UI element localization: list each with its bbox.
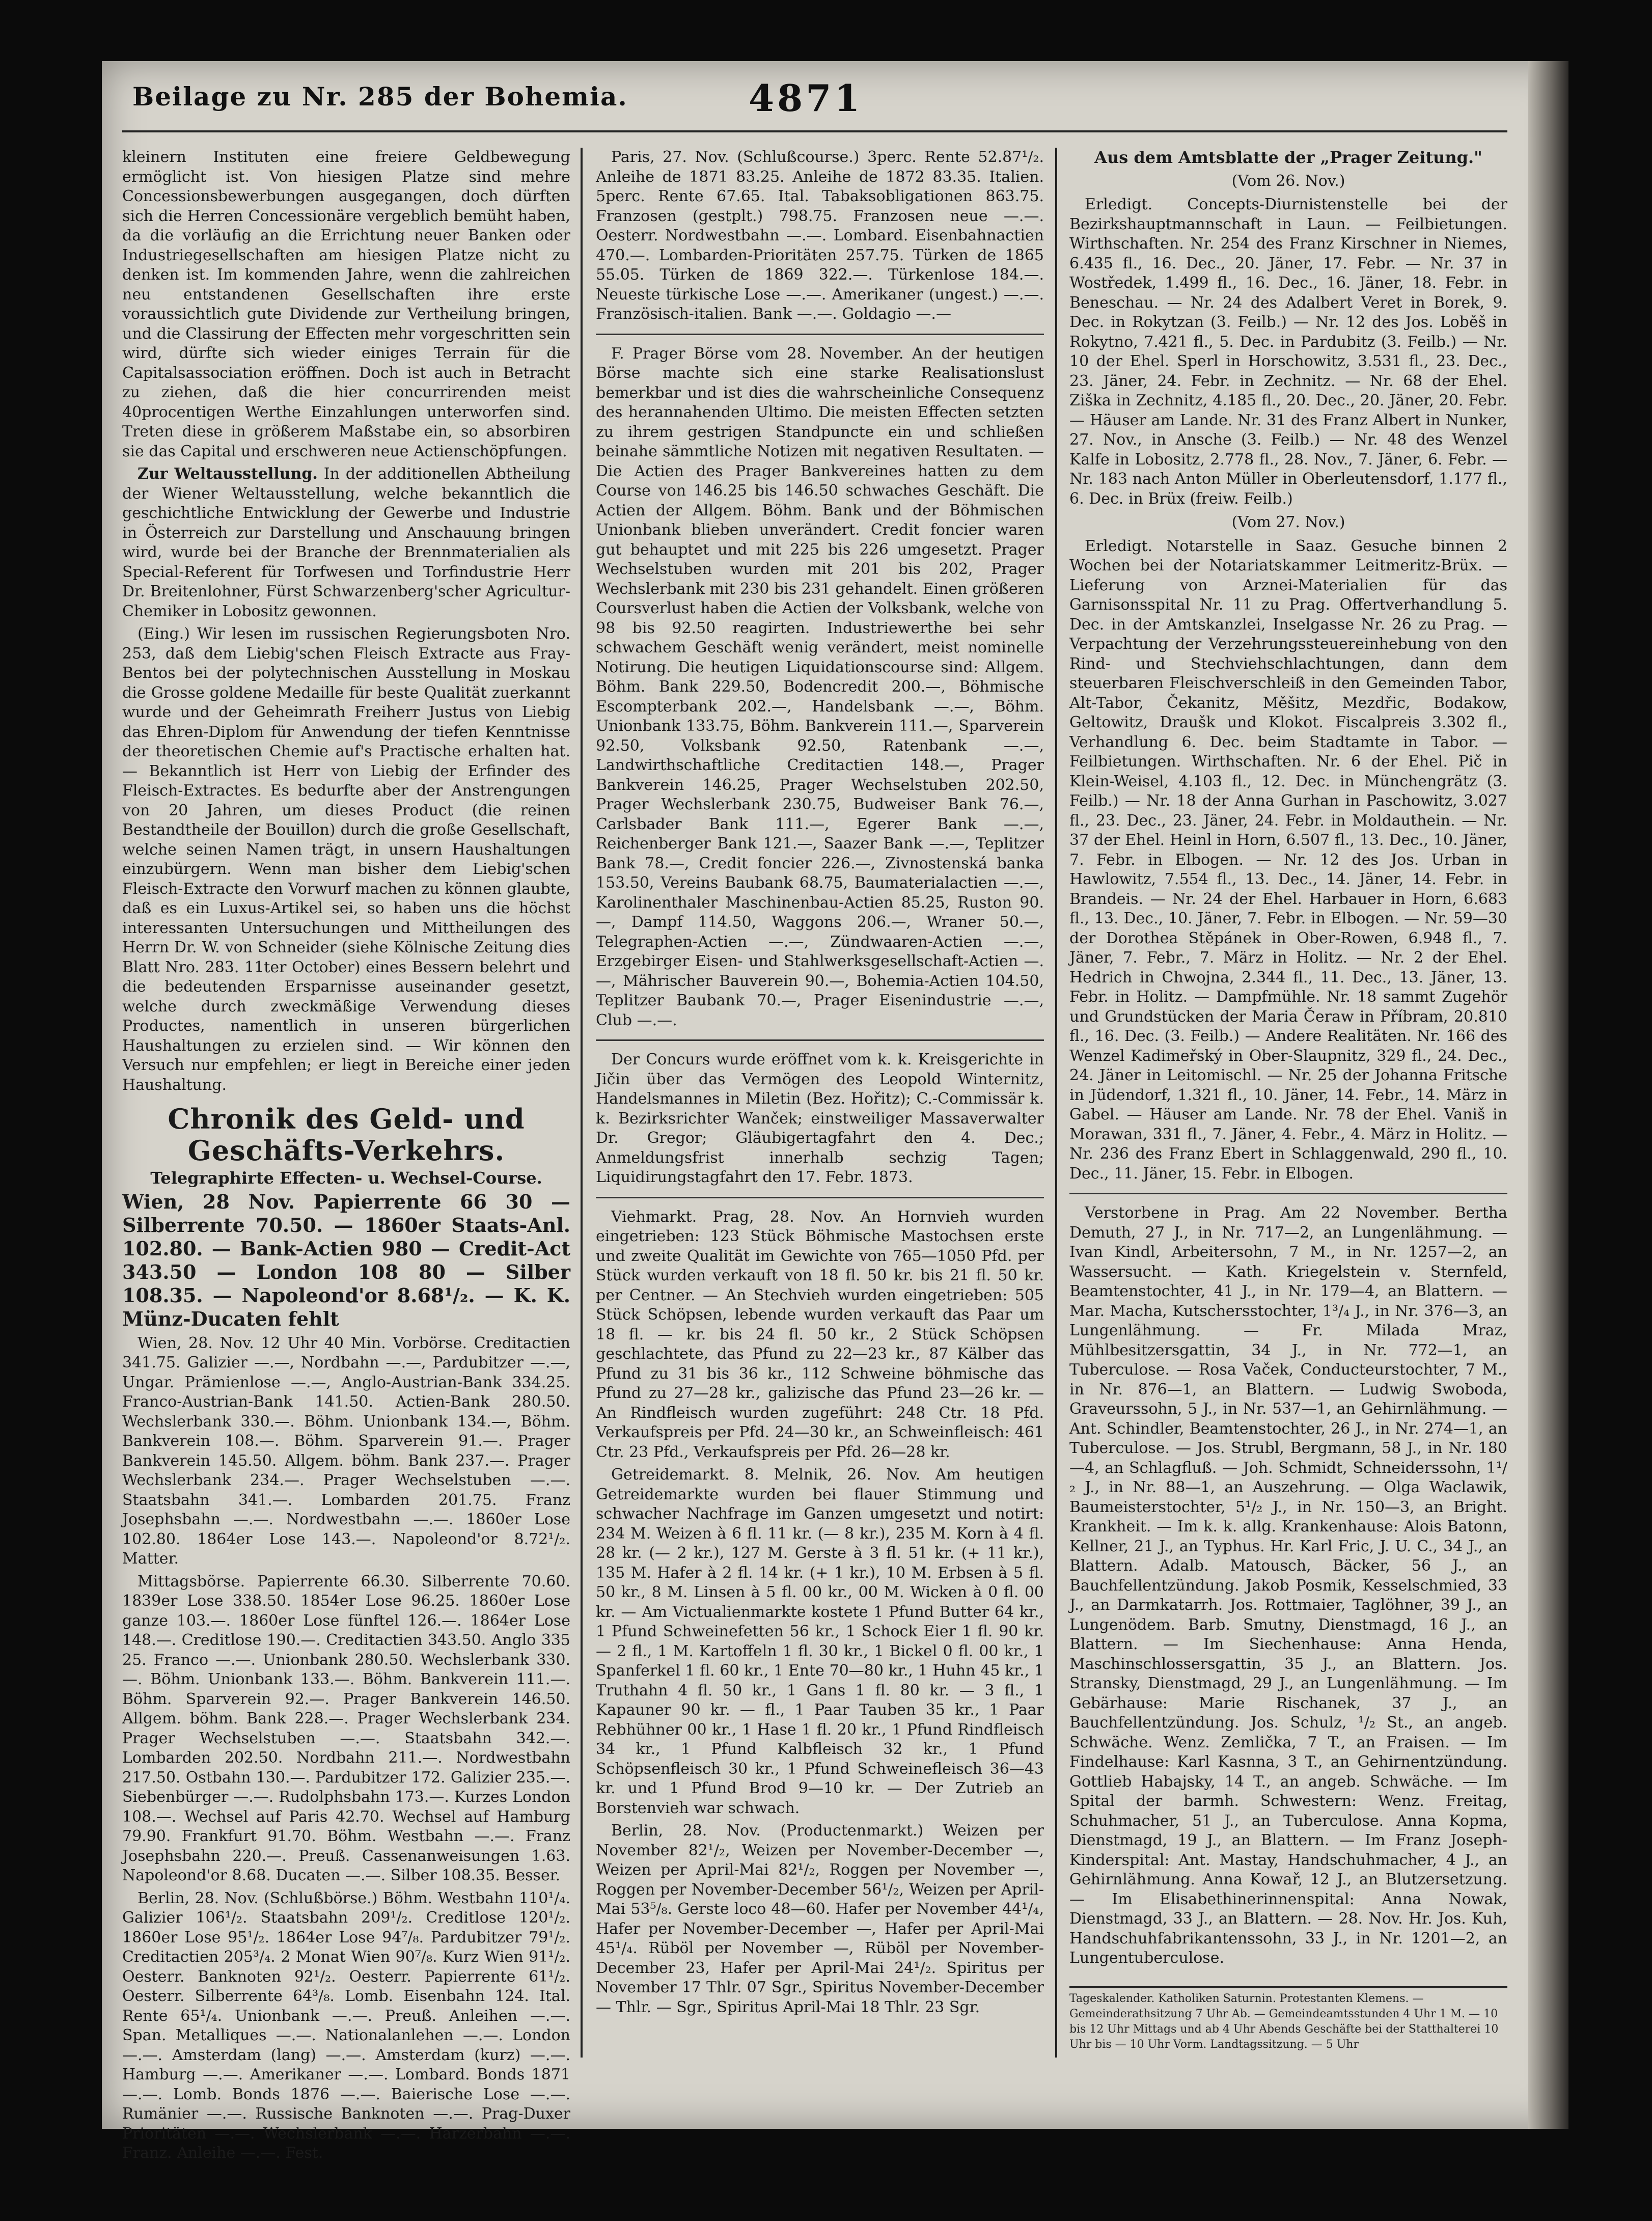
article-paragraph: Berlin, 28. Nov. (Schlußbörse.) Böhm. Westbahn 110¹/₄. Galizier 106¹/₂. Staatsbahn 209¹/₂. Creditlose 120¹/₂. 1860er Lose 95¹/₂. 1864er Lose 94⁷/₈. Pardubitzer 79¹/₂. Creditactien 205³/₄. 2 Monat Wien 90⁷/₈. Kurz Wien 91¹/₂. Oesterr. Banknoten 92¹/₂. Oesterr. Papierrente 61¹/₂. Oesterr. Silberrente 64³/₈. Lomb. Eisenbahn 124. Ital. Rente 65¹/₄. Unionbank —.—. Preuß. Anleihen —.—. Span. Metalliques —.—. Nationalanlehen —.—. London —.—. Amsterdam (lang) —.—. Amsterdam (kurz) —.—. Hamburg —.—. Amerikaner —.—. Lombard. Bonds 1871 —.—. Lomb. Bonds 1876 —.—. Baierische Lose —.—. Rumänier —.—. Russische Banknoten —.—. Prag-Duxer Prioritäten —.—. Wechslerbank —.—. Harzerbahn —.—. Franz. Anleihe —.—. Fest. [122, 1889, 570, 2162]
article-paragraph: Erledigt. Notarstelle in Saaz. Gesuche binnen 2 Wochen bei der Notariatskammer Leitmeritz-Brüx. — Lieferung von Arznei-Materialien für das Garnisonsspital Nr. 11 zu Prag. Offertverhandlung 5. Dec. in der Amtskanzlei, Inselgasse Nr. 26 zu Prag. — Verpachtung der Verzehrungssteuereinhebung von den Rind- und Stechviehschlachtungen, dann dem steuerbaren Fleischverschleiß in den Gemeinden Tabor, Alt-Tabor, Čekanitz, Měšitz, Mezdřic, Bodakow, Geltowitz, Draušk und Klokot. Fiscalpreis 3.302 fl., Verhandlung 6. Dec. beim Stadtamte in Tabor. — Feilbietungen. Wirthschaften. Nr. 6 der Ehel. Pič in Klein-Weisel, 4.103 fl., 12. Dec. in Münchengrätz (3. Feilb.) — Nr. 18 der Anna Gurhan in Paschowitz, 3.027 fl., 23. Dec., 23. Jäner, 24. Febr. in Moldauthein. — Nr. 37 der Ehel. Heinl in Horn, 6.507 fl., 13. Dec., 10. Jäner, 7. Febr. in Elbogen. — Nr. 12 des Jos. Urban in Hawlowitz, 7.554 fl., 13. Dec., 14. Jäner, 14. Febr. in Brandeis. — Nr. 24 der Ehel. Harbauer in Horn, 6.683 fl., 13. Dec., 10. Jäner, 7. Febr. in Elbogen. — Nr. 59—30 der Dorothea Stěpánek in Ober-Rowen, 6.948 fl., 7. Jäner, 7. Febr., 7. März in Holitz. — Nr. 2 der Ehel. Hedrich in Chwojna, 2.344 fl., 11. Dec., 13. Jäner, 13. Febr. in Holitz. — Dampfmühle. Nr. 18 sammt Zugehör und Grundstücken der Maria Čeraw in Příbram, 20.810 fl., 16. Dec. (3. Feilb.) — Andere Realitäten. Nr. 166 des Wenzel Kadimeřský in Ober-Slaupnitz, 329 fl., 24. Dec., 24. Jäner in Leitomischl. — Nr. 25 der Johanna Fritsche in Jüdendorf, 1.321 fl., 10. Jäner, 14. Febr., 14. März in Gabel. — Häuser am Lande. Nr. 78 der Ehel. Vaniš in Morawan, 331 fl., 7. Jäner, 4. Febr., 4. März in Holitz. — Nr. 236 des Franz Ebert in Schlaggenwald, 290 fl., 10. Dec., 11. Jäner, 15. Febr. in Elbogen. [1069, 537, 1507, 1183]
article-paragraph: Getreidemarkt. 8. Melnik, 26. Nov. Am heutigen Getreidemarkte wurden bei flauer Stimmung und schwacher Nachfrage im Ganzen umgesetzt und notirt: 234 M. Weizen à 6 fl. 11 kr. (— 8 kr.), 235 M. Korn à 4 fl. 28 kr. (— 2 kr.), 127 M. Gerste à 3 fl. 51 kr. (+ 11 kr.), 135 M. Hafer à 2 fl. 14 kr. (+ 1 kr.), 10 M. Erbsen à 5 fl. 50 kr., 8 M. Linsen à 5 fl. 00 kr., 00 M. Wicken à 0 fl. 00 kr. — Am Victualienmarkte kostete 1 Pfund Butter 64 kr., 1 Pfund Schweinefetten 56 kr., 1 Schock Eier 1 fl. 90 kr. — 2 fl., 1 M. Kartoffeln 1 fl. 30 kr., 1 Bickel 0 fl. 00 kr., 1 Spanferkel 1 fl. 60 kr., 1 Ente 70—80 kr., 1 Huhn 45 kr., 1 Truthahn 4 fl. 50 kr., 1 Gans 1 fl. 80 kr. — 3 fl., 1 Kapauner 90 kr. — fl., 1 Paar Tauben 35 kr., 1 Paar Rebhühner 00 kr., 1 Hase 1 fl. 20 kr., 1 Pfund Rindfleisch 34 kr., 1 Pfund Kalbfleisch 32 kr., 1 Pfund Schöpsenfleisch 30 kr., 1 Pfund Schweinefleisch 36—43 kr. und 1 Pfund Brod 9—10 kr. — Der Zutrieb an Borstenvieh war schwach. [596, 1466, 1044, 1817]
section-rule [596, 1197, 1044, 1198]
section-rule [596, 334, 1044, 335]
article-text: In der additionellen Abtheilung der Wiener Weltausstellung, welche bekanntlich die geschichtliche Entwicklung der Gewerbe und Industrie in Österreich zur Darstellung und Anschauung bringen wird, wurde bei der Branche der Brennmaterialien als Special-Referent für Torfwesen und Torfindustrie Herr Dr. Breitenlohner, Fürst Schwarzenberg'scher Agricultur-Chemiker in Lobositz gewonnen. [122, 465, 570, 620]
amtsblatt-title: Aus dem Amtsblatte der „Prager Zeitung." [1094, 148, 1482, 167]
article-paragraph: Verstorbene in Prag. Am 22 November. Bertha Demuth, 27 J., in Nr. 717—2, an Lungenlähmung. — Ivan Kindl, Arbeitersohn, 7 M., in Nr. 1257—2, an Wassersucht. — Kath. Kriegelstein v. Sternfeld, Beamtenstochter, 41 J., in Nr. 179—4, an Blattern. — Mar. Macha, Kutschersstochter, 1³/₄ J., in Nr. 376—3, an Lungenlähmung. — Fr. Milada Mraz, Mühlbesitzersgattin, 34 J., in Nr. 772—1, an Tuberculose. — Rosa Vaček, Conducteurstochter, 7 M., in Nr. 876—1, an Blattern. — Ludwig Swoboda, Graveurssohn, 5 J., in Nr. 537—1, an Gehirnlähmung. — Ant. Schindler, Beamtenstochter, 26 J., in Nr. 274—1, an Tuberculose. — Jos. Strubl, Bergmann, 58 J., in Nr. 180—4, an Schlagfluß. — Joh. Schmidt, Schneiderssohn, 1¹/₂ J., in Nr. 88—1, an Auszehrung. — Olga Waclawik, Baumeisterstochter, 5¹/₂ J., in Nr. 150—3, an Bright. Krankheit. — Im k. k. allg. Krankenhause: Alois Batonn, Kellner, 21 J., an Typhus. Hr. Karl Fric, J. U. C., 34 J., an Blattern. Adalb. Matousch, Bäcker, 56 J., an Bauchfellentzündung. Jakob Posmik, Kesselschmied, 33 J., an Darmkatarrh. Jos. Rottmaier, Taglöhner, 39 J., an Lungenödem. Barb. Smutny, Dienstmagd, 16 J., an Blattern. — Im Siechenhause: Anna Henda, Maschinschlossersgattin, 35 J., an Blattern. Jos. Stransky, Dienstmagd, 29 J., an Lungenlähmung. — Im Gebärhause: Marie Rischanek, 37 J., an Bauchfellentzündung. Jos. Schulz, ¹/₂ St., an angeb. Schwäche. Wenz. Zemlička, 7 T., an Fraisen. — Im Findelhause: Karl Kasnna, 3 T., an Gehirnentzündung. Gottlieb Habajsky, 14 T., an angeb. Schwäche. — Im Spital der barmh. Schwestern: Wenz. Freitag, Schuhmacher, 51 J., an Tuberculose. Anna Kopma, Dienstmagd, 19 J., an Blattern. — Im Franz Joseph-Kinderspital: Ant. Mastay, Handschuhmacher, 4 J., an Gehirnlähmung. Anna Kowař, 12 J., an Blutzersetzung. — Im Elisabethinerinnenspital: Anna Nowak, Dienstmagd, 33 J., an Blattern. — 28. Nov. Hr. Jos. Kuh, Handschuhfabrikantenssohn, 33 J., in Nr. 1201—2, an Lungentuberculose. [1069, 1204, 1507, 1967]
header-rule [122, 130, 1507, 132]
article-paragraph: Viehmarkt. Prag, 28. Nov. An Hornvieh wurden eingetrieben: 123 Stück Böhmische Mastochsen erste und zweite Qualität im Gewichte von 765—1050 Pfd. per Stück wurden verkauft von 18 fl. 50 kr. bis 21 fl. 50 kr. per Centner. — An Stechvieh wurden eingetrieben: 505 Stück Schöpsen, lebende wurden verkauft das Paar um 18 fl. — kr. bis 24 fl. 50 kr., 2 Stück Schöpsen geschlachtete, das Pfund zu 22—23 kr., 87 Kälber das Pfund zu 31 bis 36 kr., 112 Schweine böhmische das Pfund zu 27—28 kr., galizische das Pfund 23—26 kr. — An Rindfleisch wurden zugeführt: 248 Ctr. 18 Pfd. Verkaufspreis per Pfd. 24—30 kr., an Schweinfleisch: 461 Ctr. 23 Pfd., Verkaufspreis per Pfd. 26—28 kr. [596, 1208, 1044, 1461]
article-paragraph: kleinern Instituten eine freiere Geldbewegung ermöglicht ist. Von hiesigen Platze sind mehre Concessionsbewerbungen ausgegangen, doch dürften sich die Herren Concessionäre vergeblich bemüht haben, da die vorläufig an die Errichtung neuer Banken oder Industriegesellschaften am hiesigen Platze nicht zu denken ist. Im kommenden Jahre, wenn die zahlreichen neu entstandenen Gesellschaften ihre erste voraussichtlich gute Dividende zur Vertheilung bringen, und die Classirung der Effecten mehr vorgeschritten sein wird, dürfte sich wieder einiges Terrain für die Capitalsassociation eröffnen. Doch ist auch in Betracht zu ziehen, daß die hier concurrirenden meist 40procentigen Werthe Einzahlungen unterworfen sind. Treten diese in größerem Maßstabe ein, so absorbiren sie das Capital und erschweren neue Actienschöpfungen. [122, 148, 570, 460]
section-date: (Vom 26. Nov.) [1231, 172, 1345, 190]
page-number: 4871 [749, 76, 863, 120]
article-paragraph: F. Prager Börse vom 28. November. An der heutigen Börse machte sich eine starke Realisationslust bemerkbar und ist dies die wahrscheinliche Consequenz des herannahenden Ultimo. Die meisten Effecten setzten zu ihrem gestrigen Standpuncte ein und schließen beinahe sämmtliche Notizen mit negativen Resultaten. — Die Actien des Prager Bankvereines hatten zu dem Course von 146.25 bis 146.50 schwaches Geschäft. Die Actien der Allgem. Böhm. Bank und der Böhmischen Unionbank blieben unverändert. Credit foncier waren gut behauptet und mit 225 bis 226 umgesetzt. Prager Wechselstuben wurden mit 201 bis 202, Prager Wechslerbank mit 230 bis 231 gehandelt. Einen größeren Coursverlust haben die Actien der Volksbank, welche von 98 bis 92.50 reagirten. Industriewerthe bei sehr schwachem Geschäft wenig verändert, meist nominelle Notirung. Die heutigen Liquidationscourse sind: Allgem. Böhm. Bank 229.50, Bodencredit 200.—, Böhmische Escompterbank 202.—, Handelsbank —.—, Böhm. Unionbank 133.75, Böhm. Bankverein 111.—, Sparverein 92.50, Volksbank 92.50, Ratenbank —.—, Landwirthschaftliche Creditactien 148.—, Prager Bankverein 146.25, Prager Wechselstuben 202.50, Prager Wechslerbank 230.75, Budweiser Bank 76.—, Carlsbader Bank 111.—, Egerer Bank —.—, Reichenberger Bank 121.—, Saazer Bank —.—, Teplitzer Bank 78.—, Credit foncier 226.—, Zivnostenská banka 153.50, Vereins Baubank 68.75, Baumaterialactien —.—, Karolinenthaler Maschinenbau-Actien 85.25, Ruston 90.—, Dampf 114.50, Waggons 206.—, Wraner 50.—, Telegraphen-Actien —.—, Zündwaaren-Actien —.—, Erzgebirger Eisen- und Stahlwerksgesellschaft-Actien —.—, Mährischer Bauverein 90.—, Bohemia-Actien 104.50, Teplitzer Baubank 70.—, Prager Eisenindustrie —.—, Club —.—. [596, 344, 1044, 1029]
article-paragraph: Wien, 28. Nov. 12 Uhr 40 Min. Vorbörse. Creditactien 341.75. Galizier —.—, Nordbahn —.—, Pardubitzer —.—, Ungar. Prämienlose —.—, Anglo-Austrian-Bank 334.25. Franco-Austrian-Bank 141.50. Actien-Bank 280.50. Wechslerbank 330.—. Böhm. Unionbank 134.—, Böhm. Bankverein 108.—. Böhm. Sparverein 91.—. Prager Bankverein 145.50. Allgem. böhm. Bank 237.—. Prager Wechslerbank 234.—. Prager Wechselstuben —.—. Staatsbahn 341.—. Lombarden 201.75. Franz Josephsbahn —.—. Nordwestbahn —.—. 1860er Lose 102.80. 1864er Lose 143.—. Napoleond'or 8.72¹/₂. Matter. [122, 1334, 570, 1568]
column-rule-2 [1055, 148, 1057, 2058]
telegraph-quotes: Wien, 28 Nov. Papierrente 66 30 — Silberrente 70.50. — 1860er Staats-Anl. 102.80. — Bank-Actien 980 — Credit-Act 343.50 — London 108 80 — Silber 108.35. — Napoleond'or 8.68¹/₂. — K. K. Münz-Ducaten fehlt [122, 1190, 570, 1330]
article-paragraph: Mittagsbörse. Papierrente 66.30. Silberrente 70.60. 1839er Lose 338.50. 1854er Lose 96.25. 1860er Lose ganze 103.—. 1860er Lose fünftel 126.—. 1864er Lose 148.—. Creditlose 190.—. Creditactien 343.50. Anglo 335 25. Franco —.—. Unionbank 280.50. Wechslerbank 330.—. Böhm. Unionbank 133.—. Böhm. Bankverein 111.—. Böhm. Sparverein 92.—. Prager Bankverein 146.50. Allgem. böhm. Bank 228.—. Prager Wechslerbank 234. Prager Wechselstuben —.—. Staatsbahn 342.—. Lombarden 202.50. Nordbahn 211.—. Nordwestbahn 217.50. Ostbahn 130.—. Pardubitzer 172. Galizier 235.—. Siebenbürger —.—. Rudolphsbahn 173.—. Kurzes London 108.—. Wechsel auf Paris 42.70. Wechsel auf Hamburg 79.90. Frankfurt 91.70. Böhm. Westbahn —.—. Franz Josephsbahn 220.—. Preuß. Cassenanweisungen 1.63. Napoleond'or 8.68. Ducaten —.—. Silber 108.35. Besser. [122, 1572, 570, 1884]
article-paragraph: (Eing.) Wir lesen im russischen Regierungsboten Nro. 253, daß dem Liebig'schen Fleisch Extracte aus Fray-Bentos bei der polytechnischen Ausstellung in Moskau die Grosse goldene Medaille für beste Qualität zuerkannt wurde und der Geheimrath Freiherr Justus von Liebig das Ehren-Diplom für Anwendung der tiefen Kenntnisse der theoretischen Chemie auf's Practische erhalten hat. — Bekanntlich ist Herr von Liebig der Erfinder des Fleisch-Extractes. Es bedurfte aber der Anstrengungen von 20 Jahren, um dieses Product (die reinen Bestandtheile der Bouillon) durch die große Gesellschaft, welche seinen Namen trägt, in unsern Haushaltungen einzubürgern. Wenn man bisher dem Liebig'schen Fleisch-Extracte den Vorwurf machen zu können glaubte, daß es ein Luxus-Artikel sei, so haben uns die höchst interessanten Untersuchungen und Mittheilungen des Herrn Dr. W. von Schneider (siehe Kölnische Zeitung dies Blatt Nro. 283. 11ter October) eines Bessern belehrt und die bedeutenden Ersparnisse auseinander gesetzt, welche durch zweckmäßige Verwendung dieses Productes, namentlich in unseren bürgerlichen Haushaltungen zu erzielen sind. — Wir können den Versuch nur empfehlen; er liegt in Bereiche einer jeden Haushaltung. [122, 625, 570, 1094]
column-3 [1069, 148, 1507, 2058]
column-1 [122, 148, 570, 2162]
section-date: (Vom 27. Nov.) [1231, 513, 1345, 531]
newspaper-page [102, 61, 1568, 2162]
article-paragraph: Erledigt. Concepts-Diurnistenstelle bei der Bezirkshauptmannschaft in Laun. — Feilbietungen. Wirthschaften. Nr. 254 des Franz Kirschner in Niemes, 6.435 fl., 16. Dec., 20. Jäner, 17. Febr. — Nr. 37 in Wostředek, 1.499 fl., 16. Dec., 16. Jäner, 18. Febr. in Beneschau. — Nr. 24 des Adalbert Veret in Borek, 9. Dec. in Rokytzan (3. Feilb.) — Nr. 12 des Jos. Loběš in Rokytno, 7.421 fl., 5. Dec. in Pardubitz (3. Feilb.) — Nr. 10 der Ehel. Sperl in Horschowitz, 3.531 fl., 23. Dec., 23. Jäner, 24. Febr. in Zechnitz. — Nr. 68 der Ehel. Ziška in Zechnitz, 4.185 fl., 20. Dec., 20. Jäner, 20. Febr. — Häuser am Lande. Nr. 31 des Franz Albert in Nunker, 27. Nov., in Ansche (3. Feilb.) — Nr. 48 des Wenzel Kalfe in Lobositz, 2.778 fl., 28. Nov., 7. Jäner, 6. Febr. — Nr. 183 nach Anton Müller in Oberleutensdorf, 1.177 fl., 6. Dec. in Brüx (freiw. Feilb.) [1069, 196, 1507, 508]
page-header [122, 76, 1507, 132]
column-rule-1 [581, 148, 583, 2058]
article-paragraph: Berlin, 28. Nov. (Productenmarkt.) Weizen per November 82¹/₂, Weizen per November-December —, Weizen per April-Mai 82¹/₂, Roggen per November —, Roggen per November-December 56¹/₂, Weizen per April-Mai 53⁵/₈. Gerste loco 48—60. Hafer per November 44¹/₄, Hafer per November-December —, Hafer per April-Mai 45¹/₄. Rüböl per November —, Rüböl per November-December 23, Hafer per April-Mai 24¹/₂. Spiritus per November 17 Thlr. 07 Sgr., Spiritus November-December — Thlr. — Sgr., Spiritus April-Mai 18 Thlr. 23 Sgr. [596, 1822, 1044, 2016]
section-rule [1069, 1193, 1507, 1194]
chronik-subtitle: Telegraphirte Effecten- u. Wechsel-Course. [150, 1168, 542, 1188]
article-paragraph [122, 464, 570, 621]
book-spine [1528, 61, 1568, 2129]
supplement-title: Beilage zu Nr. 285 der Bohemia. [132, 81, 628, 112]
article-paragraph: Der Concurs wurde eröffnet vom k. k. Kreisgerichte in Jičin über das Vermögen des Leopold Winternitz, Handelsmannes in Miletin (Bez. Hořitz); C.-Commissär k. k. Bezirksrichter Wanček; einstweiliger Massaverwalter Dr. Gregor; Gläubigertagfahrt den 4. Dec.; Anmeldungsfrist innerhalb sechzig Tagen; Liquidirungstagfahrt den 17. Febr. 1873. [596, 1051, 1044, 1186]
article-lead: Zur Weltausstellung. [137, 465, 318, 483]
column-2 [596, 148, 1044, 2058]
section-rule [596, 1039, 1044, 1041]
day-calendar: Tageskalender. Katholiken Saturnin. Protestanten Klemens. — Gemeinderathsitzung 7 Uhr Ab. — Gemeindeamtsstunden 4 Uhr 1 M. — 10 bis 12 Uhr Mittags und ab 4 Uhr Abends Geschäfte bei der Statthalterei 10 Uhr bis — 10 Uhr Vorm. Landtagssitzung. — 5 Uhr [1069, 1986, 1507, 2052]
article-paragraph: Paris, 27. Nov. (Schlußcourse.) 3perc. Rente 52.87¹/₂. Anleihe de 1871 83.25. Anleihe de 1872 83.35. Italien. 5perc. Rente 67.65. Ital. Tabaksobligationen 863.75. Franzosen (gestplt.) 798.75. Franzosen neue —.—. Oesterr. Nordwestbahn —.—. Lombard. Eisenbahnactien 470.—. Lombarden-Prioritäten 257.75. Türken de 1865 55.05. Türken de 1869 322.—. Türkenlose 184.—. Neueste türkische Lose —.—. Amerikaner (ungest.) —.—. Französisch-italien. Bank —.—. Goldagio —.— [596, 148, 1044, 323]
chronik-title: Chronik des Geld- und Geschäfts-Verkehrs. [168, 1103, 525, 1167]
